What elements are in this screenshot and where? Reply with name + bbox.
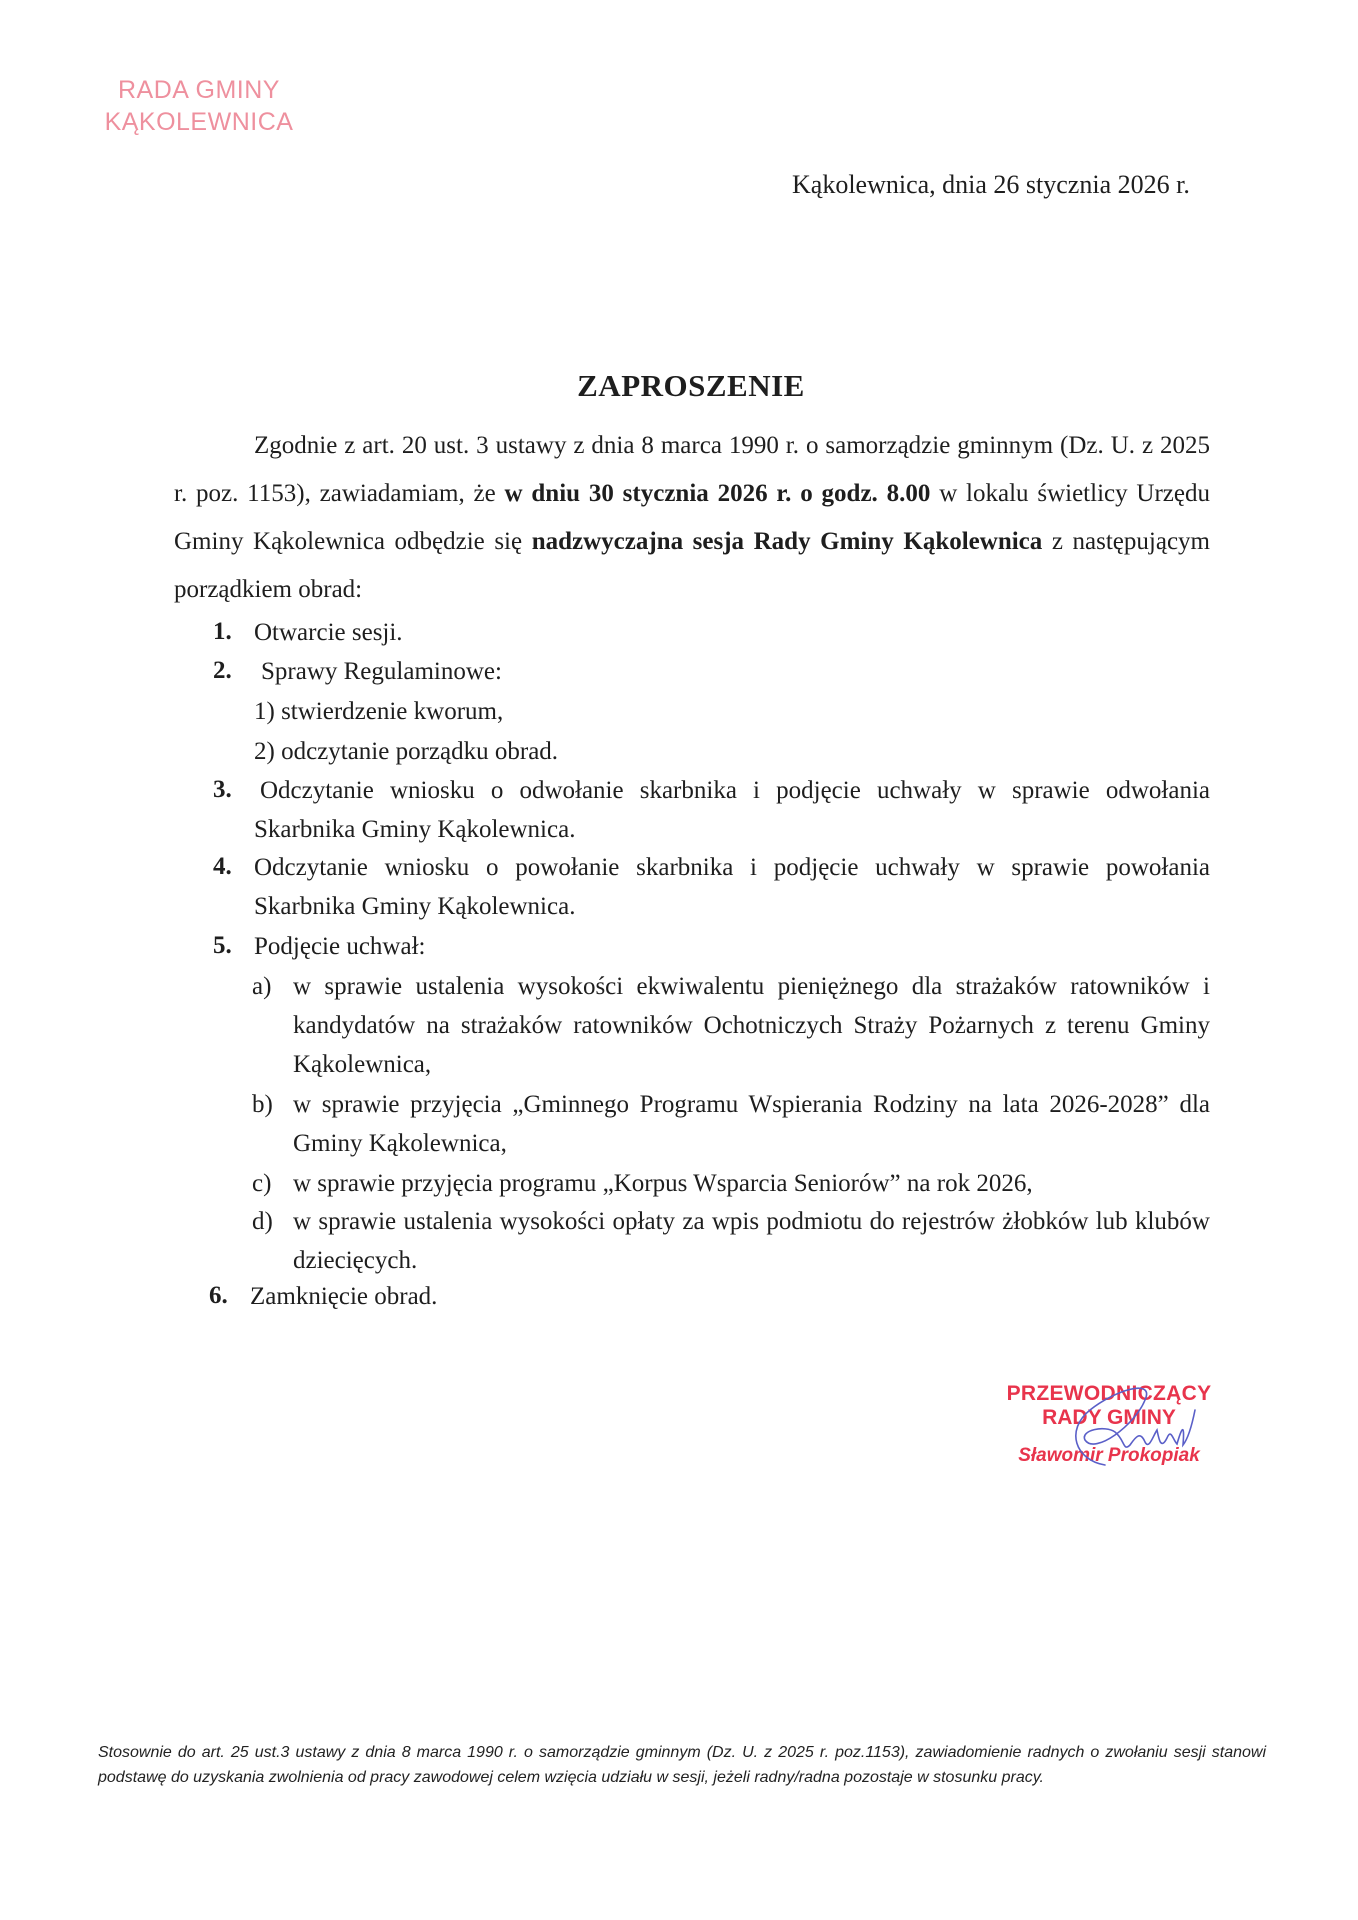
chairman-stamp-title: PRZEWODNICZĄCY: [1006, 1382, 1212, 1405]
agenda-item-number: 6.: [209, 1282, 228, 1309]
agenda-subitem: 2) odczytanie porządku obrad.: [254, 738, 559, 765]
agenda-item-text: Odczytanie wniosku o odwołanie skarbnika i podjęcie uchwały w sprawie odwołania Skarbnika Gminy Kąkolewnica.: [254, 777, 1210, 843]
agenda-item-text: Zamknięcie obrad.: [250, 1283, 438, 1310]
agenda-subitem-label: a): [252, 973, 272, 1000]
agenda-subitem-label: c): [252, 1170, 272, 1197]
chairman-name: Sławomir Prokopiak: [1018, 1445, 1200, 1466]
intro-session-type: nadzwyczajna sesja Rady Gminy Kąkolewnica: [531, 528, 1043, 555]
agenda-item-text: Otwarcie sesji.: [254, 619, 403, 646]
intro-date-time: w dniu 30 stycznia 2026 r. o godz. 8.00: [504, 480, 931, 507]
intro-text-3: z następującym porządkiem obrad:: [174, 528, 1210, 603]
chairman-stamp-council: RADY GMINY: [1042, 1406, 1176, 1429]
agenda-subitem-text: w sprawie przyjęcia programu „Korpus Wsparcia Seniorów” na rok 2026,: [293, 1170, 1033, 1197]
document-title: ZAPROSZENIE: [577, 368, 805, 403]
agenda-subitem: 1) stwierdzenie kworum,: [254, 698, 504, 725]
council-stamp-line1: RADA GMINY: [118, 76, 280, 104]
agenda-subitem-label: b): [252, 1091, 273, 1118]
agenda-subitem-label: d): [252, 1208, 273, 1235]
agenda-item-number: 5.: [213, 932, 232, 959]
intro-paragraph: [174, 422, 1210, 614]
agenda-item-text: Odczytanie wniosku o powołanie skarbnika i podjęcie uchwały w sprawie powołania Skarbnika Gminy Kąkolewnica.: [254, 854, 1210, 920]
footer-legal-note: Stosownie do art. 25 ust.3 ustawy z dnia 8 marca 1990 r. o samorządzie gminnym (Dz. U. z 2025 r. poz.1153), zawiadomienie radnych o zwołaniu sesji stanowi podstawę do uzyskania zwolnienia od pracy zawodowej celem wzięcia udziału w sesji, jeżeli radny/radna pozostaje w stosunku pracy.: [98, 1744, 1266, 1786]
intro-text-1: Zgodnie z art. 20 ust. 3 ustawy z dnia 8 marca 1990 r. o samorządzie gminnym (Dz. U. z 2025 r. poz. 1153), zawiadamiam, że: [174, 432, 1210, 507]
agenda-item-number: 1.: [213, 618, 232, 645]
agenda-item-number: 4.: [213, 853, 232, 880]
agenda-subitem-text: w sprawie przyjęcia „Gminnego Programu Wspierania Rodziny na lata 2026-2028” dla Gminy Kąkolewnica,: [293, 1091, 1210, 1157]
agenda-item-text: Podjęcie uchwał:: [254, 933, 426, 960]
agenda-subitem-text: w sprawie ustalenia wysokości ekwiwalentu pieniężnego dla strażaków ratowników i kandydatów na strażaków ratowników Ochotniczych Straży Pożarnych z terenu Gminy Kąkolewnica,: [293, 973, 1210, 1078]
agenda-item-number: 2.: [213, 657, 232, 684]
agenda-item-text: Sprawy Regulaminowe:: [261, 658, 502, 685]
agenda-subitem-text: w sprawie ustalenia wysokości opłaty za wpis podmiotu do rejestrów żłobków lub klubów dziecięcych.: [293, 1208, 1210, 1274]
place-date-line: Kąkolewnica, dnia 26 stycznia 2026 r.: [792, 170, 1190, 199]
council-stamp-line2: KĄKOLEWNICA: [104, 108, 294, 136]
council-stamp: [84, 74, 314, 138]
handwritten-signature-icon: [1035, 1370, 1225, 1480]
intro-text-2: w lokalu świetlicy Urzędu Gminy Kąkolewnica odbędzie się: [174, 480, 1210, 555]
agenda-item-number: 3.: [213, 776, 232, 803]
